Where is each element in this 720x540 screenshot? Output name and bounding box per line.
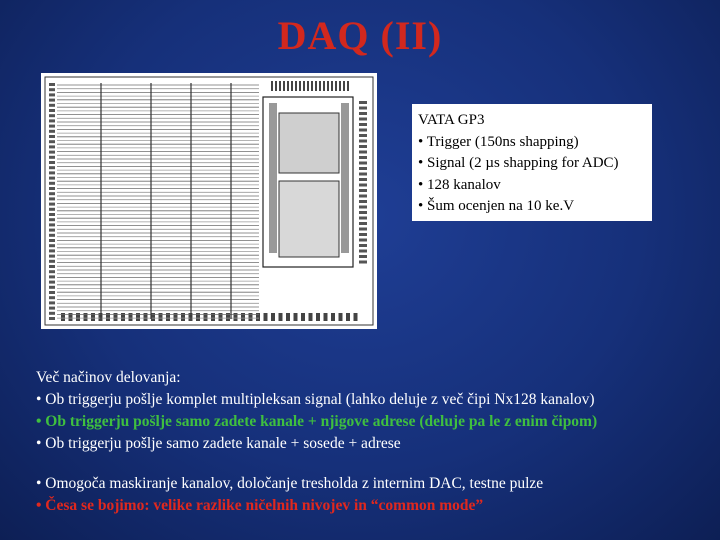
chip-layout-detail (49, 171, 55, 174)
chip-layout-detail (359, 173, 367, 176)
chip-layout-detail (359, 233, 367, 236)
chip-layout-detail (49, 317, 55, 320)
chip-layout-detail (264, 313, 268, 321)
chip-layout-detail (359, 101, 367, 104)
chip-layout-detail (359, 112, 367, 115)
chip-layout-detail (359, 134, 367, 137)
chip-layout-detail (49, 229, 55, 232)
chip-layout-detail (49, 83, 55, 86)
chip-layout-detail (359, 250, 367, 253)
chip-layout-detail (49, 161, 55, 164)
chip-layout-detail (359, 151, 367, 154)
chip-layout-detail (49, 239, 55, 242)
spacer (36, 455, 706, 473)
chip-layout-detail (359, 195, 367, 198)
chip-layout-detail (323, 81, 325, 91)
chip-layout-detail (49, 119, 55, 122)
chip-layout-detail (335, 81, 337, 91)
chip-layout-detail (49, 177, 55, 180)
chip-layout-detail (307, 81, 309, 91)
chip-layout-detail (49, 260, 55, 263)
chip-layout-detail (49, 130, 55, 133)
chip-layout-detail (359, 129, 367, 132)
chip-layout-image (41, 73, 377, 329)
spec-line: • Signal (2 µs shapping for ADC) (418, 155, 619, 171)
chip-layout-detail (331, 81, 333, 91)
chip-layout-detail (347, 81, 349, 91)
chip-layout-detail (49, 218, 55, 221)
concern-note: • Česa se bojimo: velike razlike ničelnih nivojev in “common mode” (36, 497, 484, 514)
mode-bullet: • Ob triggerju pošlje komplet multipleksan signal (lahko deluje z več čipi Nx128 kanalov) (36, 391, 595, 408)
chip-layout-detail (339, 313, 343, 321)
chip-layout-detail (49, 301, 55, 304)
chip-layout-detail (49, 281, 55, 284)
chip-layout-detail (287, 81, 289, 91)
chip-layout-detail (49, 104, 55, 107)
chip-layout-detail (49, 286, 55, 289)
chip-layout-detail (49, 265, 55, 268)
chip-layout-detail (49, 125, 55, 128)
chip-layout-detail (49, 151, 55, 154)
chip-layout-detail (359, 178, 367, 181)
chip-layout-detail (279, 81, 281, 91)
chip-layout-detail (359, 239, 367, 242)
chip-layout-detail (49, 114, 55, 117)
chip-layout-detail (359, 123, 367, 126)
chip-layout-detail (49, 249, 55, 252)
chip-layout-detail (49, 244, 55, 247)
chip-layout-detail (354, 313, 358, 321)
chip-layout-detail (324, 313, 328, 321)
chip-layout-detail (315, 81, 317, 91)
chip-layout-detail (316, 313, 320, 321)
mode-bullet-highlighted: • Ob triggerju pošlje samo zadete kanale + njigove adrese (deluje pa le z enim čipom) (36, 413, 598, 430)
spec-line: • 128 kanalov (418, 176, 501, 193)
chip-layout-detail (359, 211, 367, 214)
spec-line: VATA GP3 (418, 112, 485, 128)
chip-layout-detail (309, 313, 313, 321)
chip-layout-detail (327, 81, 329, 91)
spec-line: • Šum ocenjen na 10 ke.V (418, 198, 575, 214)
modes-heading: Več načinov delovanja: (36, 369, 181, 386)
chip-layout-detail (359, 200, 367, 203)
chip-layout-detail (49, 296, 55, 299)
chip-layout-detail (49, 99, 55, 102)
slide-title: DAQ (II) (277, 13, 443, 58)
chip-layout-detail (294, 313, 298, 321)
chip-layout-detail (49, 275, 55, 278)
chip-layout-detail (283, 81, 285, 91)
chip-layout-detail (49, 213, 55, 216)
chip-layout-detail (49, 270, 55, 273)
chip-layout-detail (346, 313, 350, 321)
body-text (36, 367, 706, 517)
chip-layout-detail (49, 192, 55, 195)
chip-layout-detail (311, 81, 313, 91)
chip-layout-detail (303, 81, 305, 91)
chip-layout-detail (49, 156, 55, 159)
chip-layout-detail (359, 217, 367, 220)
chip-layout-detail (359, 206, 367, 209)
chip-layout-detail (359, 167, 367, 170)
spec-box (412, 104, 652, 221)
chip-layout-detail (359, 140, 367, 143)
chip-layout-detail (49, 166, 55, 169)
chip-layout-detail (279, 313, 283, 321)
chip-layout-detail (49, 197, 55, 200)
chip-layout-detail (49, 187, 55, 190)
feature-note: • Omogoča maskiranje kanalov, določanje tresholda z internim DAC, testne pulze (36, 475, 544, 492)
chip-layout-detail (49, 307, 55, 310)
chip-layout-detail (359, 228, 367, 231)
chip-layout-detail (359, 107, 367, 110)
chip-layout-detail (49, 135, 55, 138)
chip-layout-detail (359, 189, 367, 192)
chip-layout-detail (49, 140, 55, 143)
chip-layout-detail (359, 255, 367, 258)
chip-layout-detail (49, 291, 55, 294)
chip-layout-detail (49, 88, 55, 91)
chip-layout-detail (49, 182, 55, 185)
chip-layout-detail (49, 312, 55, 315)
chip-layout-detail (359, 145, 367, 148)
chip-layout-detail (295, 81, 297, 91)
chip-layout-detail (339, 81, 341, 91)
chip-layout-detail (359, 184, 367, 187)
chip-layout-detail (49, 109, 55, 112)
chip-layout-detail (359, 162, 367, 165)
chip-layout-detail (49, 203, 55, 206)
chip-layout-detail (301, 313, 305, 321)
mode-bullet: • Ob triggerju pošlje samo zadete kanale + sosede + adrese (36, 435, 401, 452)
chip-layout-detail (359, 244, 367, 247)
chip-layout-detail (286, 313, 290, 321)
chip-layout-detail (49, 255, 55, 258)
chip-layout-detail (49, 145, 55, 148)
chip-layout-detail (359, 261, 367, 264)
chip-layout-detail (359, 156, 367, 159)
chip-layout-detail (359, 118, 367, 121)
chip-layout-detail (359, 222, 367, 225)
chip-layout-detail (319, 81, 321, 91)
chip-layout-detail (271, 81, 273, 91)
chip-layout-detail (299, 81, 301, 91)
chip-layout-detail (49, 93, 55, 96)
chip-layout-detail (291, 81, 293, 91)
chip-layout-detail (275, 81, 277, 91)
chip-layout-detail (49, 223, 55, 226)
chip-layout-detail (49, 234, 55, 237)
chip-layout-detail (49, 208, 55, 211)
chip-layout-detail (343, 81, 345, 91)
chip-layout-detail (271, 313, 275, 321)
chip-layout-detail (331, 313, 335, 321)
spec-line: • Trigger (150ns shapping) (418, 133, 579, 150)
